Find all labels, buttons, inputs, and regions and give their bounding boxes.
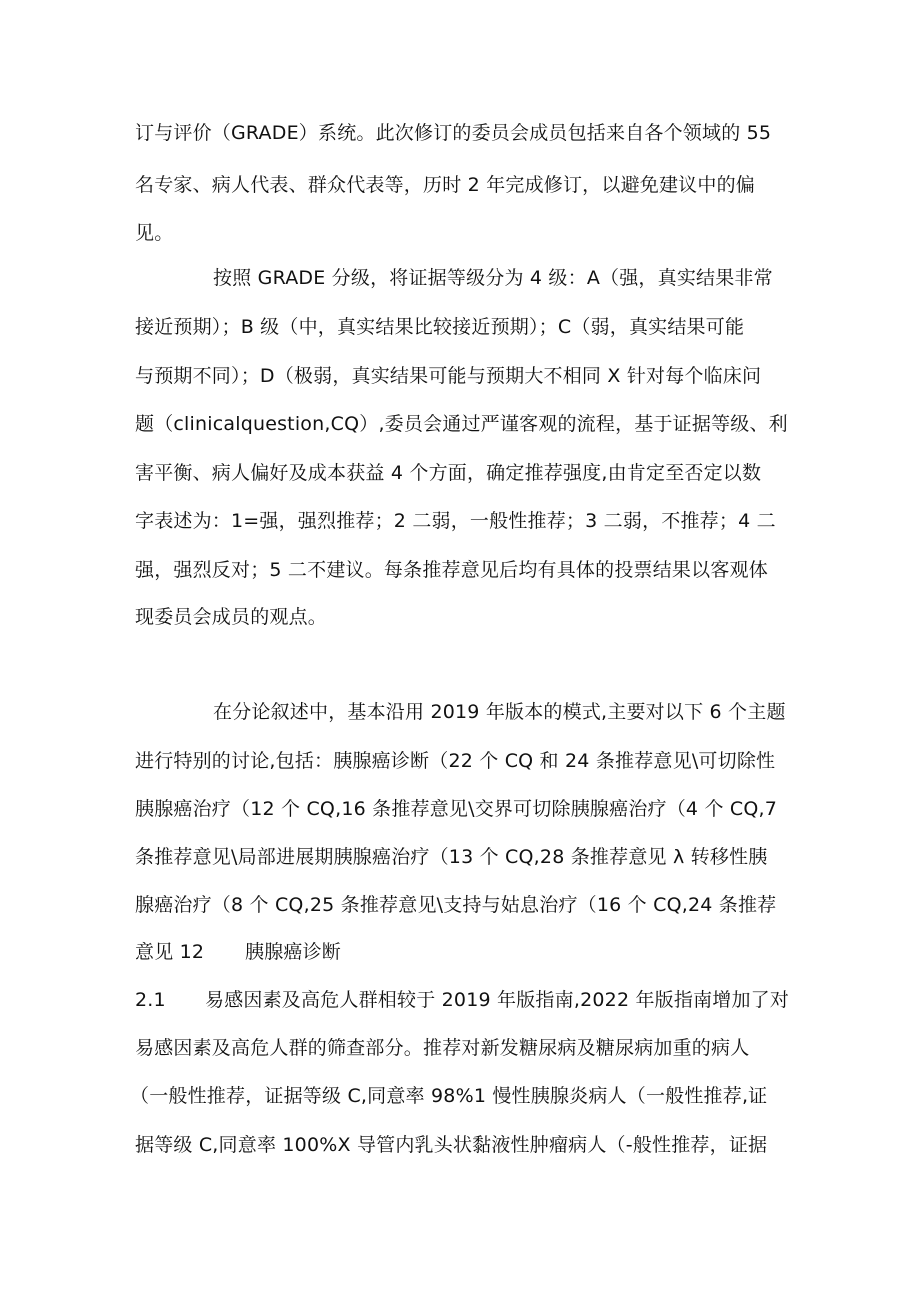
text-line: （一般性推荐，证据等级 C,同意率 98%1 慢性胰腺炎病人（一般性推荐,证 bbox=[130, 1085, 768, 1107]
text-line: 按照 GRADE 分级，将证据等级分为 4 级：A（强，真实结果非常 bbox=[213, 267, 773, 289]
text-line: 易感因素及高危人群的筛查部分。推荐对新发糖尿病及糖尿病加重的病人 bbox=[135, 1037, 750, 1059]
text-line: 条推荐意见\局部进展期胰腺癌治疗（13 个 CQ,28 条推荐意见 λ 转移性胰 bbox=[135, 846, 768, 868]
text-line: 名专家、病人代表、群众代表等，历时 2 年完成修订，以避免建议中的偏 bbox=[135, 174, 755, 196]
section-number: 2.1 bbox=[135, 989, 166, 1011]
text-line: 据等级 C,同意率 100%X 导管内乳头状黏液性肿瘤病人（-般性推荐，证据 bbox=[135, 1134, 768, 1156]
text-line: 见。 bbox=[135, 222, 174, 244]
text-line: 接近预期）；B 级（中，真实结果比较接近预期）；C（弱，真实结果可能 bbox=[135, 316, 745, 338]
section-title: 胰腺癌诊断 bbox=[245, 941, 342, 963]
text-line: 订与评价（GRADE）系统。此次修订的委员会成员包括来自各个领域的 55 bbox=[135, 122, 772, 144]
section-heading-text: 易感因素及高危人群相较于 2019 年版指南,2022 年版指南增加了对 bbox=[205, 989, 790, 1011]
text-line: 强，强烈反对；5 二不建议。每条推荐意见后均有具体的投票结果以客观体 bbox=[135, 559, 768, 581]
text-line: 进行特别的讨论,包括：胰腺癌诊断（22 个 CQ 和 24 条推荐意见\可切除性 bbox=[135, 750, 776, 772]
text-line: 胰腺癌治疗（12 个 CQ,16 条推荐意见\交界可切除胰腺癌治疗（4 个 CQ,7 bbox=[135, 798, 778, 820]
section-title-line bbox=[135, 940, 795, 964]
text-line: 现委员会成员的观点。 bbox=[135, 606, 328, 628]
text-line: 字表述为：1=强，强烈推荐；2 二弱，一般性推荐；3 二弱，不推荐；4 二 bbox=[135, 510, 776, 532]
text-line: 在分论叙述中，基本沿用 2019 年版本的模式,主要对以下 6 个主题 bbox=[213, 701, 786, 723]
text-line: 腺癌治疗（8 个 CQ,25 条推荐意见\支持与姑息治疗（16 个 CQ,24 条推荐 bbox=[135, 894, 777, 916]
text-line: 害平衡、病人偏好及成本获益 4 个方面，确定推荐强度,由肯定至否定以数 bbox=[135, 462, 762, 484]
text-line: 题（clinicalquestion,CQ）,委员会通过严谨客观的流程，基于证据等级、利 bbox=[135, 413, 788, 435]
line-prefix: 意见 12 bbox=[135, 941, 205, 963]
text-line: 与预期不同）；D（极弱，真实结果可能与预期大不相同 X 针对每个临床问 bbox=[135, 365, 762, 387]
